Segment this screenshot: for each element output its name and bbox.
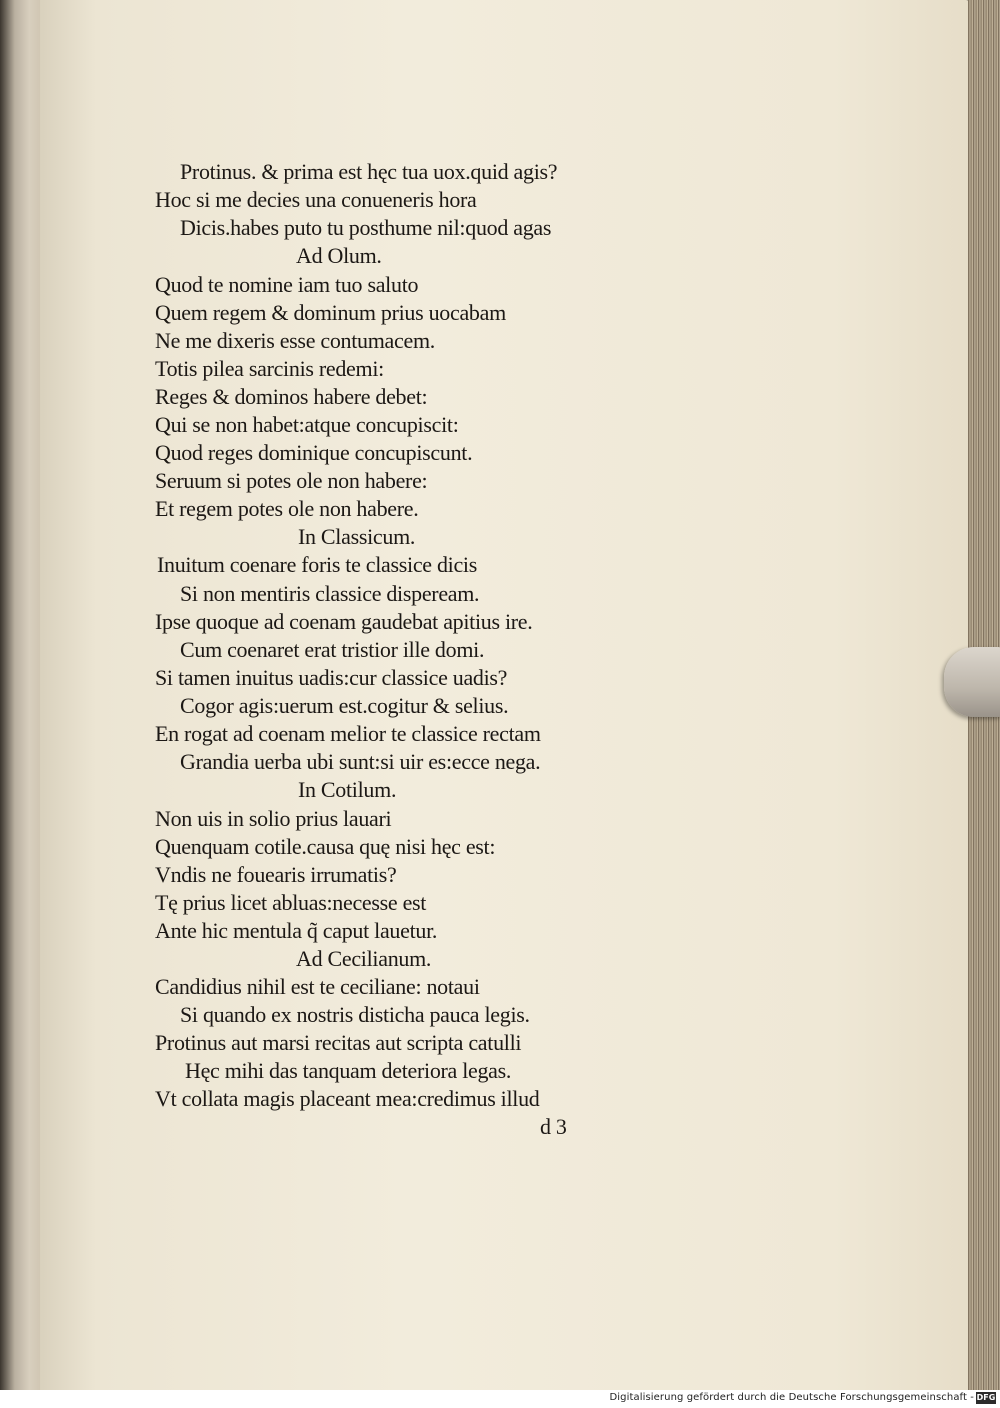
- text-line: Quod te nomine iam tuo saluto: [155, 272, 419, 297]
- funding-credit: Digitalisierung gefördert durch die Deutsche Forschungsgemeinschaft -: [609, 1392, 974, 1403]
- signature-mark: d 3: [540, 1114, 567, 1139]
- text-line: En rogat ad coenam melior te classice rectam: [155, 721, 541, 746]
- text-line: Quenquam cotile.causa quę nisi hęc est:: [155, 834, 496, 859]
- text-line: Protinus aut marsi recitas aut scripta catulli: [155, 1030, 522, 1055]
- section-heading: Ad Olum.: [296, 243, 382, 268]
- text-line: Vt collata magis placeant mea:credimus illud: [155, 1086, 540, 1111]
- text-line: Cogor agis:uerum est.cogitur & selius.: [180, 693, 509, 718]
- text-line: Cum coenaret erat tristior ille domi.: [180, 637, 485, 662]
- text-line: Si non mentiris classice dispeream.: [180, 581, 480, 606]
- text-line: Quod reges dominique concupiscunt.: [155, 440, 473, 465]
- text-line: Hęc mihi das tanquam deteriora legas.: [185, 1058, 512, 1083]
- text-line: Si tamen inuitus uadis:cur classice uadis?: [155, 665, 508, 690]
- text-line: Ante hic mentula q̃ caput lauetur.: [155, 918, 438, 943]
- text-line: Protinus. & prima est hęc tua uox.quid agis?: [180, 159, 558, 184]
- text-line: Et regem potes ole non habere.: [155, 496, 419, 521]
- section-heading: Ad Cecilianum.: [296, 946, 432, 971]
- text-line: Quem regem & dominum prius uocabam: [155, 300, 506, 325]
- text-line: Dicis.habes puto tu posthume nil:quod agas: [180, 215, 552, 240]
- text-line: Grandia uerba ubi sunt:si uir es:ecce nega.: [180, 749, 541, 774]
- text-line: Totis pilea sarcinis redemi:: [155, 356, 384, 381]
- section-heading: In Classicum.: [298, 524, 416, 549]
- dfg-logo: DFG: [976, 1393, 996, 1402]
- text-line: Inuitum coenare foris te classice dicis: [157, 552, 478, 577]
- text-line: Candidius nihil est te ceciliane: notaui: [155, 974, 480, 999]
- text-line: Si quando ex nostris disticha pauca legis.: [180, 1002, 530, 1027]
- text-line: Seruum si potes ole non habere:: [155, 468, 428, 493]
- text-line: Non uis in solio prius lauari: [155, 806, 392, 831]
- text-line: Ne me dixeris esse contumacem.: [155, 328, 435, 353]
- text-line: Qui se non habet:atque concupiscit:: [155, 412, 459, 437]
- text-line: Ipse quoque ad coenam gaudebat apitius ire.: [155, 609, 533, 634]
- section-heading: In Cotilum.: [298, 777, 397, 802]
- text-line: Tę prius licet abluas:necesse est: [155, 890, 427, 915]
- text-line: Hoc si me decies una conueneris hora: [155, 187, 477, 212]
- text-line: Reges & dominos habere debet:: [155, 384, 428, 409]
- text-line: Vndis ne fouearis irrumatis?: [155, 862, 397, 887]
